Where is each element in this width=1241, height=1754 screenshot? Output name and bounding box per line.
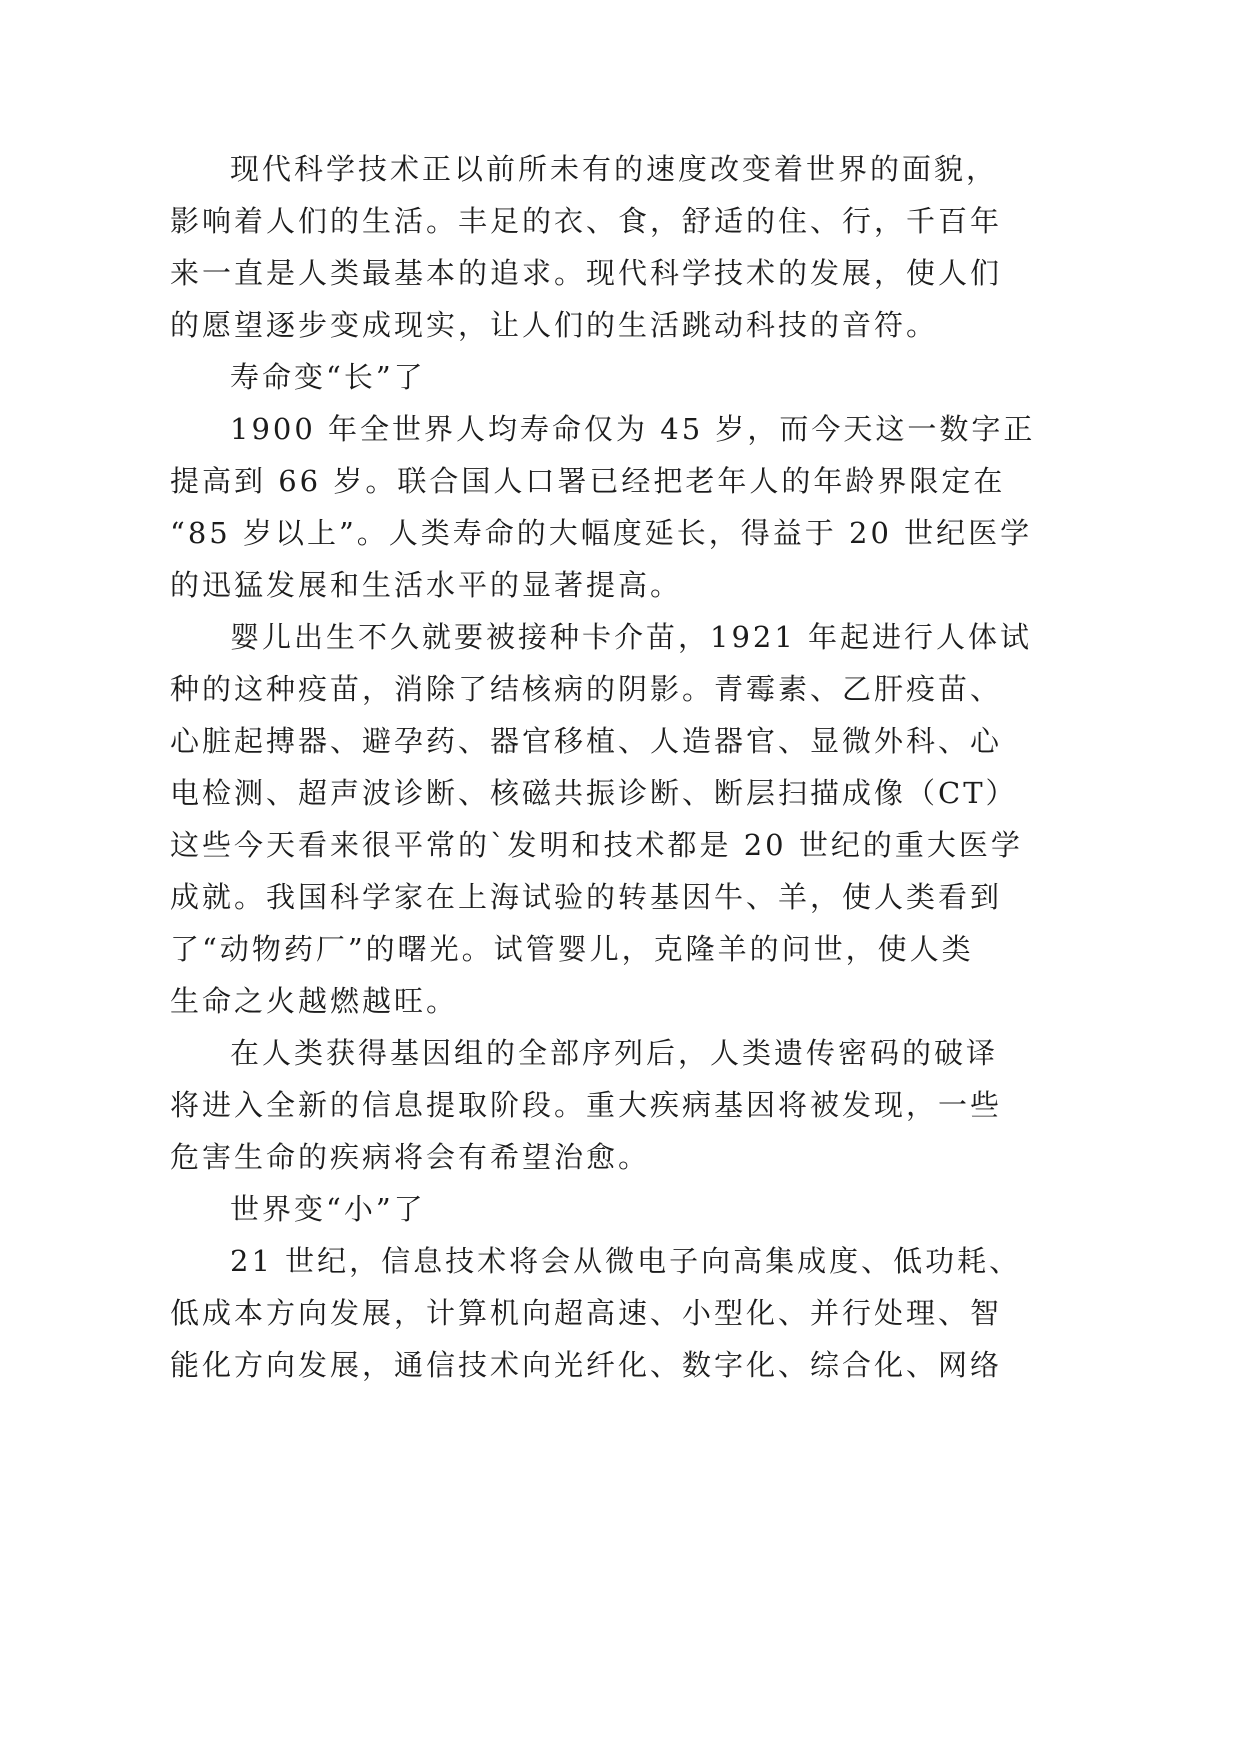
paragraph-5-line-2: 低成本方向发展，计算机向超高速、小型化、并行处理、智	[170, 1296, 1003, 1330]
paragraph-5-line-1: 21 世纪，信息技术将会从微电子向高集成度、低功耗、	[230, 1244, 1022, 1278]
paragraph-3-line-3: 心脏起搏器、避孕药、器官移植、人造器官、显微外科、心	[170, 724, 1003, 758]
paragraph-2-line-2: 提高到 66 岁。联合国人口署已经把老年人的年龄界限定在	[170, 464, 1006, 498]
paragraph-3-line-1: 婴儿出生不久就要被接种卡介苗，1921 年起进行人体试	[230, 620, 1033, 654]
paragraph-3-line-5: 这些今天看来很平常的`发明和技术都是 20 世纪的重大医学	[170, 828, 1023, 862]
paragraph-2-line-1: 1900 年全世界人均寿命仅为 45 岁，而今天这一数字正	[230, 412, 1036, 446]
paragraph-1-line-3: 来一直是人类最基本的追求。现代科学技术的发展，使人们	[170, 256, 1003, 290]
paragraph-1-line-2: 影响着人们的生活。丰足的衣、食，舒适的住、行，千百年	[170, 204, 1003, 238]
paragraph-2-line-4: 的迅猛发展和生活水平的显著提高。	[170, 568, 683, 602]
paragraph-1-line-4: 的愿望逐步变成现实，让人们的生活跳动科技的音符。	[170, 308, 939, 342]
paragraph-2-line-3: “85 岁以上”。人类寿命的大幅度延长，得益于 20 世纪医学	[170, 516, 1033, 550]
section-heading-longevity: 寿命变“长”了	[230, 360, 426, 394]
paragraph-4-line-3: 危害生命的疾病将会有希望治愈。	[170, 1140, 651, 1174]
paragraph-4-line-1: 在人类获得基因组的全部序列后，人类遗传密码的破译	[230, 1036, 999, 1070]
section-heading-world-smaller: 世界变“小”了	[230, 1192, 426, 1226]
paragraph-3-line-4: 电检测、超声波诊断、核磁共振诊断、断层扫描成像（CT）	[170, 776, 1018, 810]
paragraph-3-line-7: 了“动物药厂”的曙光。试管婴儿，克隆羊的问世，使人类	[170, 932, 974, 966]
paragraph-4-line-2: 将进入全新的信息提取阶段。重大疾病基因将被发现，一些	[170, 1088, 1003, 1122]
paragraph-3-line-2: 种的这种疫苗，消除了结核病的阴影。青霉素、乙肝疫苗、	[170, 672, 1003, 706]
paragraph-3-line-6: 成就。我国科学家在上海试验的转基因牛、羊，使人类看到	[170, 880, 1003, 914]
paragraph-5-line-3: 能化方向发展，通信技术向光纤化、数字化、综合化、网络	[170, 1348, 1003, 1382]
paragraph-1-line-1: 现代科学技术正以前所未有的速度改变着世界的面貌，	[230, 152, 999, 186]
paragraph-3-line-8: 生命之火越燃越旺。	[170, 984, 459, 1018]
